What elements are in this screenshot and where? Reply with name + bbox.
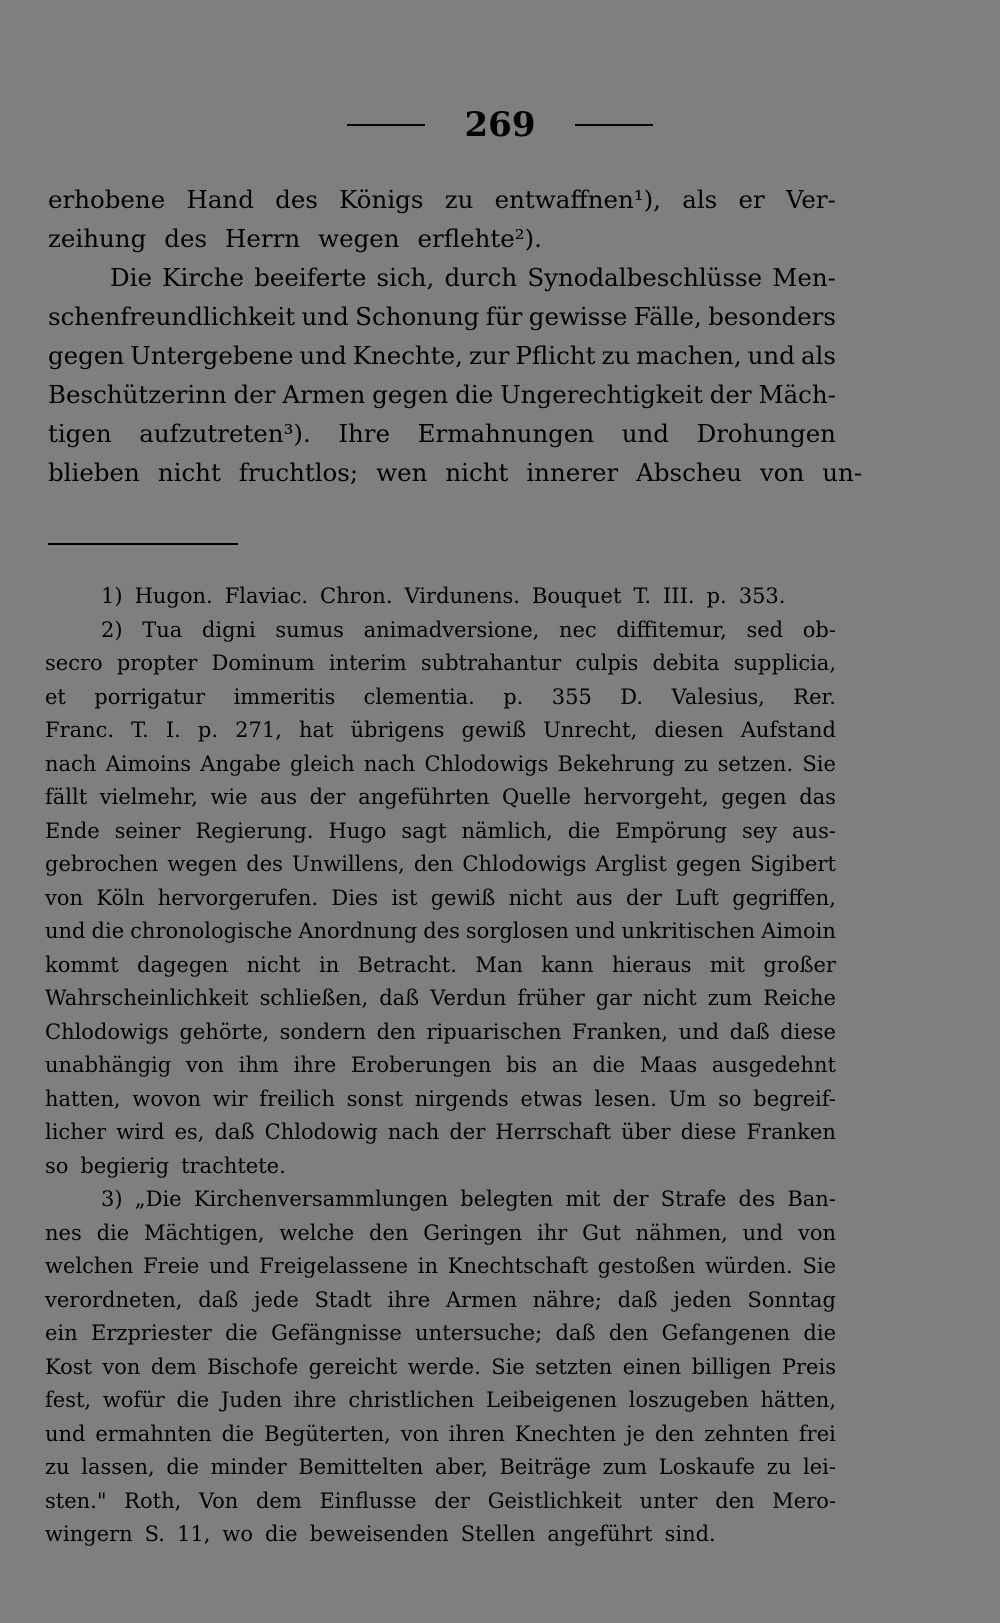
footnote-line: Franc. T. I. p. 271, hat übrigens gewiß Unrecht, diesen Aufstand [45, 718, 836, 742]
footnote-separator [48, 543, 238, 545]
footnote-line: fest, wofür die Juden ihre christlichen Leibeigenen loszugeben hätten, [45, 1388, 836, 1412]
footnote-line: zu lassen, die minder Bemittelten aber, Beiträge zum Loskaufe zu lei- [45, 1455, 836, 1479]
footnote-line: von Köln hervorgerufen. Dies ist gewiß nicht aus der Luft gegriffen, [45, 885, 836, 910]
footnote-line: secro propter Dominum interim subtrahantur culpis debita supplicia, [45, 651, 836, 675]
footnote-line: sten." Roth, Von dem Einflusse der Geistlichkeit unter den Mero- [45, 1488, 836, 1513]
header-rule-right [575, 124, 653, 126]
header-rule-left [347, 124, 425, 126]
footnote-line: und die chronologische Anordnung des sorglosen und unkritischen Aimoin [45, 919, 836, 943]
text-line: tigen aufzutreten³). Ihre Ermahnungen und Drohungen [48, 419, 836, 448]
footnote-line: nach Aimoins Angabe gleich nach Chlodowigs Bekehrung zu setzen. Sie [45, 751, 836, 776]
footnote-line: ein Erzpriester die Gefängnisse untersuche; daß den Gefangenen die [45, 1321, 836, 1345]
text-line: zeihung des Herrn wegen erflehte²). [48, 224, 542, 253]
footnote-line: et porrigatur immeritis clementia. p. 355 D. Valesius, Rer. [45, 684, 836, 709]
footnotes [45, 584, 836, 1556]
text-line: schenfreundlichkeit und Schonung für gewisse Fälle, besonders [48, 302, 836, 331]
footnote-line: unabhängig von ihm ihre Eroberungen bis an die Maas ausgedehnt [45, 1053, 836, 1077]
footnote-line: Kost von dem Bischofe gereicht werde. Sie setzten einen billigen Preis [45, 1354, 836, 1379]
text-line: gegen Untergebene und Knechte, zur Pflicht zu machen, und als [48, 341, 836, 370]
footnote-line: licher wird es, daß Chlodowig nach der Herrschaft über diese Franken [45, 1120, 836, 1144]
page-header [0, 105, 1000, 145]
footnote-line: kommt dagegen nicht in Betracht. Man kann hieraus mit großer [45, 952, 836, 977]
text-line: blieben nicht fruchtlos; wen nicht innerer Abscheu von un- [48, 458, 863, 487]
footnote-line: wingern S. 11, wo die beweisenden Stellen angeführt sind. [45, 1522, 716, 1546]
footnote-line: Ende seiner Regierung. Hugo sagt nämlich, die Empörung sey aus- [45, 818, 836, 843]
footnote-line: fällt vielmehr, wie aus der angeführten Quelle hervorgeht, gegen das [45, 785, 836, 809]
footnote-line: hatten, wovon wir freilich sonst nirgends etwas lesen. Um so begreif- [45, 1086, 836, 1111]
footnote-line: 1) Hugon. Flaviac. Chron. Virdunens. Bouquet T. III. p. 353. [101, 584, 786, 608]
text-line: Beschützerinn der Armen gegen die Ungerechtigkeit der Mäch- [48, 380, 836, 409]
footnote-line: 2) Tua digni sumus animadversione, nec diffitemur, sed ob- [101, 617, 836, 642]
footnote-line: und ermahnten die Begüterten, von ihren Knechten je den zehnten frei [45, 1421, 836, 1446]
footnote-line: welchen Freie und Freigelassene in Knechtschaft gestoßen würden. Sie [45, 1254, 836, 1278]
footnote-line: verordneten, daß jede Stadt ihre Armen nähre; daß jeden Sonntag [45, 1287, 836, 1312]
footnote-line: Wahrscheinlichkeit schließen, daß Verdun früher gar nicht zum Reiche [45, 986, 836, 1010]
main-text [48, 185, 863, 497]
footnote-line: gebrochen wegen des Unwillens, den Chlodowigs Arglist gegen Sigibert [45, 852, 836, 876]
footnote-line: nes die Mächtigen, welche den Geringen ihr Gut nähmen, und von [45, 1220, 836, 1245]
text-line: Die Kirche beeiferte sich, durch Synodalbeschlüsse Men- [110, 263, 836, 292]
footnote-line: 3) „Die Kirchenversammlungen belegten mit der Strafe des Ban- [101, 1187, 836, 1211]
footnote-line: so begierig trachtete. [45, 1153, 286, 1178]
footnote-line: Chlodowigs gehörte, sondern den ripuarischen Franken, und daß diese [45, 1019, 836, 1044]
page-number: 269 [464, 105, 536, 145]
text-line: erhobene Hand des Königs zu entwaffnen¹), als er Ver- [48, 185, 836, 214]
